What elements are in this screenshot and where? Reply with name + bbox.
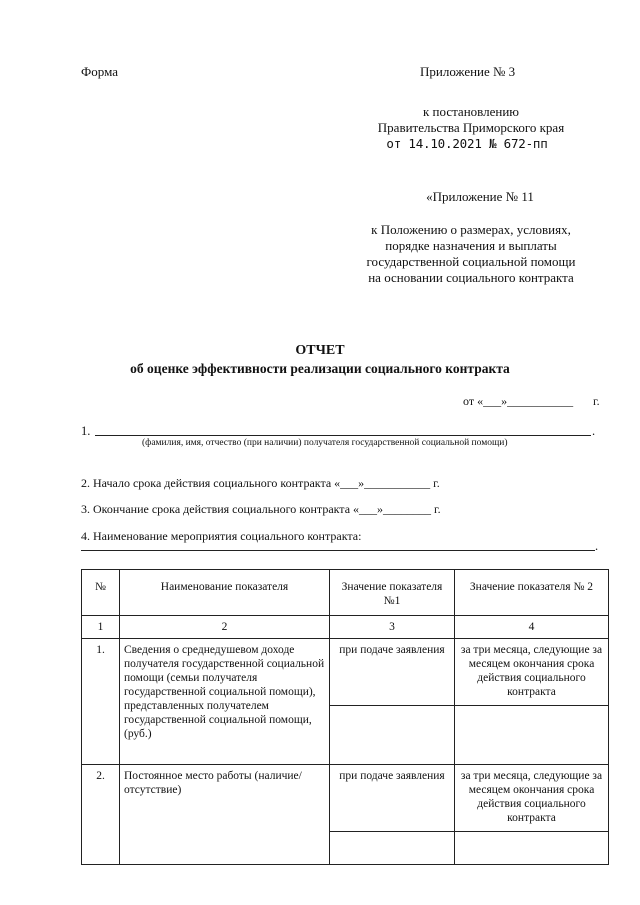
- row2-number: 2.: [82, 765, 120, 865]
- item2-start-date: 2. Начало срока действия социального контракта «___»___________ г.: [81, 476, 440, 490]
- row1-value1: при подаче заявления: [339, 644, 445, 656]
- item4-line: [81, 550, 595, 551]
- appendix-11-label: «Приложение № 11: [426, 189, 534, 204]
- table-numbering-row: [82, 616, 609, 639]
- row1-value1-cell: [330, 639, 455, 765]
- item4-dot: .: [595, 539, 599, 553]
- row2-indicator: Постоянное место работы (наличие/отсутствие): [120, 765, 330, 865]
- row1-value2-cell: [455, 639, 609, 765]
- report-date-suffix: г.: [593, 394, 600, 408]
- item1-dot: .: [592, 424, 596, 438]
- row2-value1: при подаче заявления: [339, 770, 445, 782]
- row2-value2-blank: [455, 831, 608, 862]
- row1-number: 1.: [82, 639, 120, 765]
- regulation-line-2: порядке назначения и выплаты: [385, 238, 557, 253]
- regulation-line-1: к Положению о размерах, условиях,: [371, 222, 571, 237]
- row2-value2: за три месяца, следующие за месяцем окончания срока действия социального контракта: [460, 770, 603, 824]
- header-value-2: Значение показателя № 2: [455, 570, 609, 616]
- table-row: [82, 639, 609, 765]
- item1-line: [95, 435, 591, 436]
- appendix-block: [330, 64, 612, 80]
- item3-end-date: 3. Окончание срока действия социального контракта «___»________ г.: [81, 502, 441, 516]
- resolution-date-number: от 14.10.2021 № 672-пп: [386, 136, 548, 151]
- row2-value1-blank: [330, 831, 454, 862]
- row2-value2-cell: [455, 765, 609, 865]
- col-number-2: 2: [120, 616, 330, 639]
- row2-value1-cell: [330, 765, 455, 865]
- appendix-11: [330, 189, 612, 205]
- table-header-row: [82, 570, 609, 616]
- col-number-4: 4: [455, 616, 609, 639]
- form-label: Форма: [81, 64, 118, 79]
- row1-indicator: Сведения о среднедушевом доходе получателя государственной социальной помощи (семьи получателя государственной социальной помощи), представленных получателем государственной социальной помощи, (руб.): [120, 639, 330, 765]
- col-number-3: 3: [330, 616, 455, 639]
- header-value-1: Значение показателя №1: [330, 570, 455, 616]
- row1-value2-blank: [455, 705, 608, 762]
- item1-number: 1.: [81, 424, 91, 438]
- regulation-line-4: на основании социального контракта: [368, 270, 574, 285]
- header-number: №: [82, 570, 120, 616]
- report-subtitle: об оценке эффективности реализации социального контракта: [130, 361, 510, 376]
- item4-activity-name: 4. Наименование мероприятия социального контракта:: [81, 529, 362, 543]
- regulation-block: [330, 222, 612, 286]
- report-title: ОТЧЕТ: [295, 343, 345, 358]
- indicators-table: [81, 569, 609, 865]
- resolution-block: [330, 104, 612, 152]
- to-resolution: к постановлению: [422, 104, 520, 119]
- row1-value2: за три месяца, следующие за месяцем окончания срока действия социального контракта: [460, 644, 603, 698]
- col-number-1: 1: [82, 616, 120, 639]
- report-date-prefix: от «___»___________: [463, 394, 574, 408]
- row1-value1-blank: [330, 705, 454, 762]
- government-name: Правительства Приморского края: [377, 120, 565, 135]
- header-indicator-name: Наименование показателя: [120, 570, 330, 616]
- item1-caption: (фамилия, имя, отчество (при наличии) получателя государственной социальной помощи): [142, 438, 508, 448]
- appendix-number: Приложение № 3: [420, 64, 516, 79]
- regulation-line-3: государственной социальной помощи: [366, 254, 576, 269]
- table-row: [82, 765, 609, 865]
